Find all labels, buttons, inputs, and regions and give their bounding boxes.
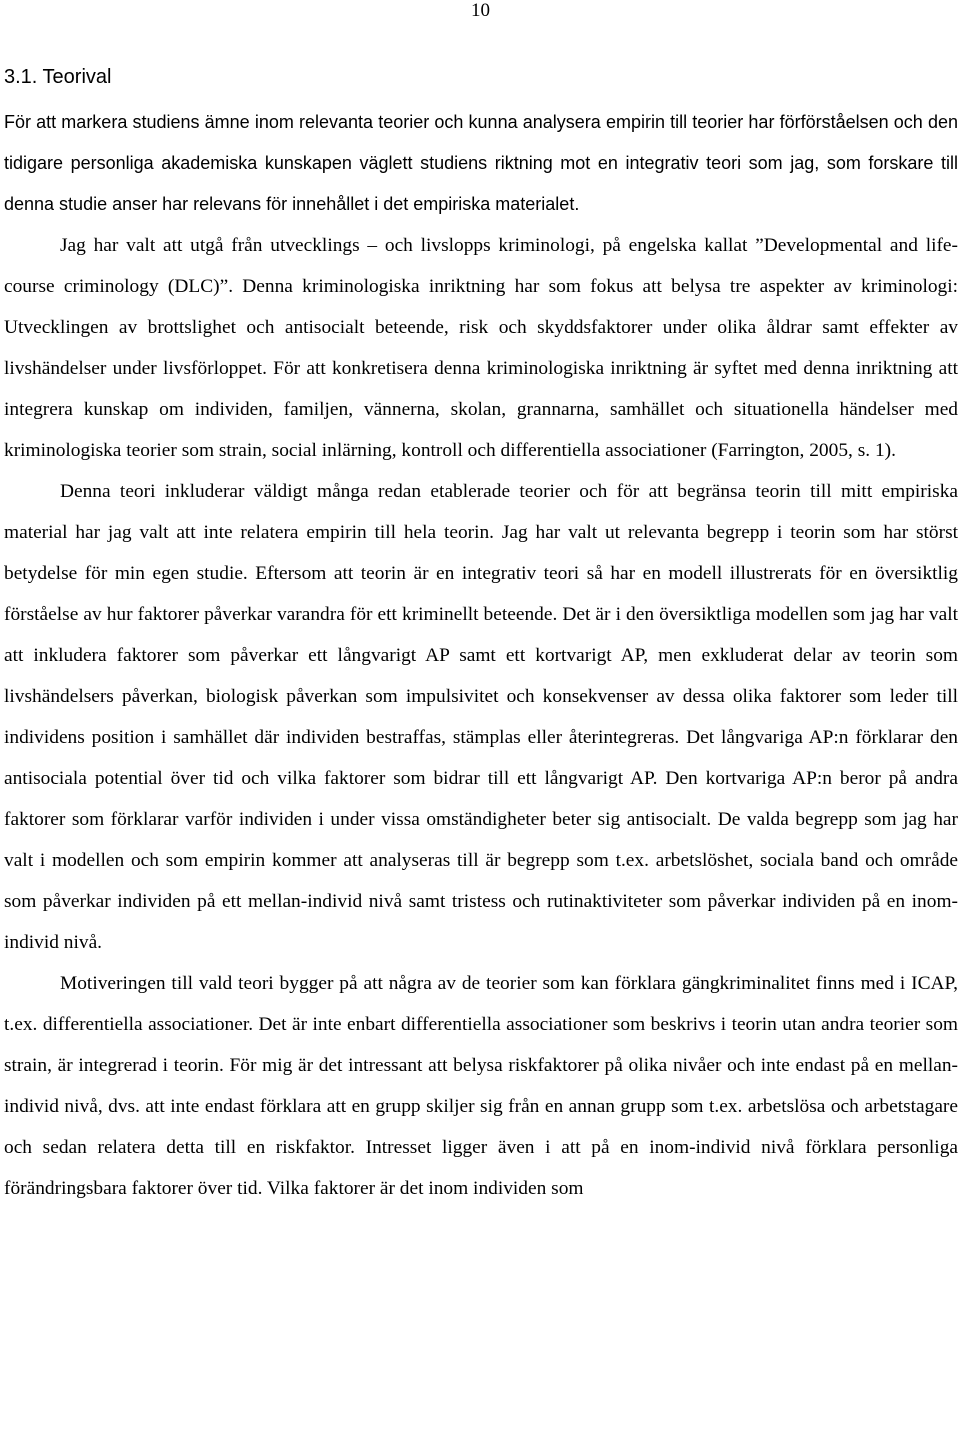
paragraph-intro: För att markera studiens ämne inom relevanta teorier och kunna analysera empirin till teorier har förförståelsen och den tidigare personliga akademiska kunskapen väglett studiens riktning mot en integrativ teori som jag, som forskare till denna studie anser har relevans för innehållet i det empiriska materialet. bbox=[4, 112, 958, 214]
page-number: 10 bbox=[471, 0, 490, 21]
section-title: 3.1. Teorival bbox=[4, 66, 112, 88]
paragraph-theory-scope: Denna teori inkluderar väldigt många redan etablerade teorier och för att begränsa teorin till mitt empiriska material har jag valt att inte relatera empirin till hela teorin. Jag har valt ut relevanta begrepp i teorin som har störst betydelse för min egen studie. Eftersom att teorin är en integrativ teori så har en modell illustrerats för en översiktlig förståelse av hur faktorer påverkar varandra för ett kriminellt beteende. Det är i den översiktliga modellen som jag har valt att inkludera faktorer som påverkar ett långvarigt AP samt ett kortvarigt AP, men exkluderat delar av teorin som livshändelsers påverkan, biologisk påverkan som impulsivitet och konsekvenser av dessa olika faktorer som leder till individens position i samhället där individen bestraffas, stämplas eller återintegreras. Det långvariga AP:n förklarar den antisociala potential över tid och vilka faktorer som bidrar till ett långvarigt AP. Den kortvariga AP:n beror på andra faktorer som förklarar varför individen i under vissa omständigheter beter sig antisocialt. De valda begrepp som jag har valt i modellen och som empirin kommer att analyseras till är begrepp som t.ex. arbetslöshet, sociala band och område som påverkar individen på ett mellan-individ nivå samt tristess och rutinaktiviteter som påverkar individen på en inom-individ nivå. bbox=[4, 481, 958, 953]
body-text bbox=[4, 102, 958, 1209]
paragraph-motivation: Motiveringen till vald teori bygger på att några av de teorier som kan förklara gängkriminalitet finns med i ICAP, t.ex. differentiella associationer. Det är inte enbart differentiella associationer som beskrivs i teorin utan andra teorier som strain, är integrerad i teorin. För mig är det intressant att belysa riskfaktorer på olika nivåer och inte endast på en mellan-individ nivå, dvs. att inte endast förklara att en grupp skiljer sig från en annan grupp som t.ex. arbetslösa och arbetstagare och sedan relatera detta till en riskfaktor. Intresset ligger även i att på en inom-individ nivå förklara personliga förändringsbara faktorer över tid. Vilka faktorer är det inom individen som bbox=[4, 973, 958, 1199]
paragraph-dlc: Jag har valt att utgå från utvecklings – och livslopps kriminologi, på engelska kallat ”Developmental and life-course criminology (DLC)”. Denna kriminologiska inriktning har som fokus att belysa tre aspekter av kriminologi: Utvecklingen av brottslighet och antisocialt beteende, risk och skyddsfaktorer under olika åldrar samt effekter av livshändelser under livsförloppet. För att konkretisera denna kriminologiska inriktning är syftet med denna inriktning att integrera kunskap om individen, familjen, vännerna, skolan, grannarna, samhället och situationella händelser med kriminologiska teorier som strain, social inlärning, kontroll och differentiella associationer (Farrington, 2005, s. 1). bbox=[4, 235, 958, 461]
